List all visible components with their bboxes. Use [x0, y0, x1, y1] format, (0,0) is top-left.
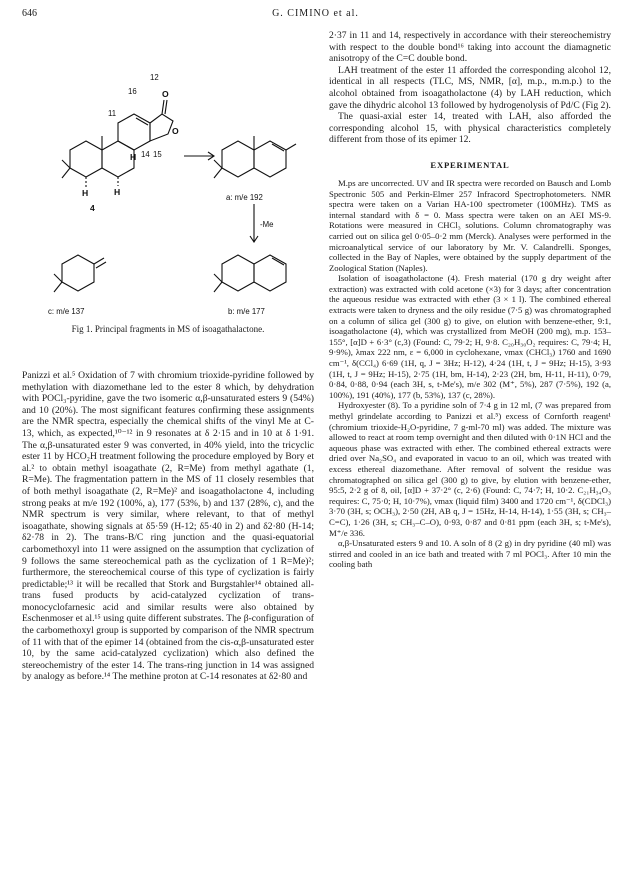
- section-heading: EXPERIMENTAL: [430, 159, 510, 170]
- atom-label-12: 12: [150, 73, 159, 82]
- running-header: [22, 8, 609, 22]
- atom-label-15: 15: [153, 150, 162, 159]
- ring-c-4: [118, 114, 150, 150]
- methyl-loss-label: -Me: [260, 220, 274, 229]
- fragment-b-ring-1: [222, 255, 254, 291]
- figure-1: [22, 28, 314, 318]
- atom-label-14: 14: [141, 150, 150, 159]
- fragment-a-label: a: m/e 192: [226, 193, 263, 202]
- fragment-c-label: c: m/e 137: [48, 307, 85, 316]
- fragment-a-ring-1: [222, 141, 254, 177]
- ring-a-4: [70, 141, 102, 177]
- lactone-ring: [150, 114, 173, 141]
- stereo-h-3: H: [82, 188, 89, 198]
- stereo-h-2: H: [114, 187, 121, 197]
- right-column: [329, 30, 611, 570]
- atom-label-11: 11: [108, 109, 117, 118]
- fragment-b-ring-2: [254, 255, 286, 291]
- running-title: G. CIMINO et al.: [272, 8, 359, 19]
- body-paragraph: LAH treatment of the ester 11 afforded the corresponding alcohol 12, identical in all respects (TLC, MS, NMR, [α], m.p., m.m.p.) to the alcohol obtained from isoagatholactone (4) by LAH reduction, which gave the dihydric alcohol 13 followed by hydrogenolysis of Pd/C (Fig 2).: [329, 64, 611, 111]
- experimental-paragraph: α,β-Unsaturated esters 9 and 10. A soln of 8 (2 g) in dry pyridine (40 ml) was stirred and cooled in an ice bath and treated with 7 ml POCl₃. After 10 min the cooling bath: [329, 538, 611, 570]
- structure-diagram: [22, 28, 314, 318]
- fragment-c-ring: [62, 255, 94, 291]
- left-column: [22, 370, 314, 683]
- stereo-h-1: H: [130, 152, 137, 162]
- experimental-paragraph: Isolation of isoagatholactone (4). Fresh material (170 g dry weight after extraction) was extracted with cold acetone (×3) for 3 days; after concentration the aqueous residue was extracted with ether (3 × 1 l). The combined ethereal extracts were taken to dryness and the oily residue (7·5 g) was chromatographed on a column of silica gel (300 g) to give, on elution with benzene-ether, 9:1, isoagatholactone (4), which was crystallized from MeOH (200 mg), m.p. 153–155°, [α]D + 6·3° (c,3) (Found: C, 79·2; H, 9·8. C₂₀H₃₀O₂ requires: C, 79·4; H, 9·9%), λmax 222 nm, ε = 6,000 in cyclohexane, νmax (CHCl₃) 1760 and 1690 cm⁻¹, δ(CCl₄) 6·69 (1H, q, J = 3Hz; H-12), 4·24 (1H, t, J = 9Hz; H-15), 3·93 (1H, t, J = 9Hz; H-15), 2·75 (1H, bm, H-14), 2·23 (2H, bm, H-11, H-11), 0·79, 0·84, 0·88, 0·94 (each 3H, s, t-Me's), m/e 302 (M⁺, 5%), 287 (7·5%), 192 (a, 100%), 191 (40%), 177 (b, 53%), 137 (c, 28%).: [329, 273, 611, 400]
- fragment-a-ring-2: [254, 141, 286, 177]
- experimental-paragraph: M.ps are uncorrected. UV and IR spectra were recorded on Bausch and Lomb Spectronic 505 and Perkin-Elmer 257 Infracord Spectrophotometers. NMR spectra were taken on a Varian HA-100 spectrometer (100MHz). TMS as internal standard with δ = 0. Mass spectra were taken on an AEI MS-9. Rotations were measured in CHCl₃ solutions. Column chromatography was carried out on silica gel 0·05–0·2 mm (Merck). Analyses were performed in the microanalytical service of our laboratory by Mr. V. Calandrelli. Sponges, collected in the Bay of Naples, were obtained by the supply department of the Zoological Station (Naples).: [329, 177, 611, 273]
- ring-oxygen: O: [172, 126, 179, 136]
- body-paragraph: 2·37 in 11 and 14, respectively in accordance with their stereochemistry with respect to the double bond¹⁶ taking into account the diamagnetic anisotropy of the C=C double bond.: [329, 30, 611, 65]
- carbonyl-oxygen: O: [162, 89, 169, 99]
- experimental-paragraph: Hydroxyester (8). To a pyridine soln of 7·4 g in 12 ml, (7 was prepared from methyl grindelate according to Panizzi et al.⁵) excess of Cornforth reagent¹ (chromium trioxide-H₂O-pyridine, 7 g-ml-70 ml) was added. The mixture was allowed to react at room temp overnight and then diluted with 0·1N HCl and the aqueous phase was extracted with ether. The combined ethereal extracts were dried over Na₂SO₄ and evaporated in vacuo to an oil, which was treated with excess ethereal diazomethane. After removal of solvent the residue was chromatographed on silica gel (300 g) to give, by elution with benzene-ether, 95:5, 2·2 g of 8, oil, [α]D + 37·2° (c, 2·6) (Found: C, 74·7; H, 10·2. C₂₁H₃₄O₃ requires: C, 75·0; H, 10·7%), νmax (liquid film) 3400 and 1720 cm⁻¹, δ(CDCl₃) 3·70 (3H, s; OCH₃), 2·50 (2H, AB q, J = 15Hz, H-14, H-14), 1·55 (3H, s; CH₃–C=C), 1·26 (3H, s; CH₃–C–O), 0·93, 0·87 and 0·81 ppm (each 3H, s; t-Me's), M⁺/e 336.: [329, 400, 611, 538]
- fragment-b-label: b: m/e 177: [228, 307, 265, 316]
- atom-label-16: 16: [128, 87, 137, 96]
- body-paragraph: The quasi-axial ester 14, treated with LAH, also afforded the corresponding alcohol 15, with physical characteristics completely different from those of its epimer 12.: [329, 111, 611, 146]
- page-number: 646: [22, 8, 37, 19]
- body-paragraph: Panizzi et al.⁵ Oxidation of 7 with chromium trioxide-pyridine followed by methylation with diazomethane led to the ester 8 which, by dehydration with POCl₃-pyridine, gave the two isomeric α,β-unsaturated esters 9 (54%) and 10 (20%). The most significant features confirming these assignments are the NMR spectra, especially the chemical shifts of the vinyl Me at C-13, which, as expected,¹⁰⁻¹² in 9 resonates at δ 2·15 and in 10 at δ 1·91. The α,β-unsaturated ester 9 was converted, in 40% yield, into the tricyclic ester 11 by HCO₂H treatment following the procedure employed by Bory et al.² to obtain methyl isoagathate (2, R=Me) from methyl agathate (1, R=Me). The fragmentation pattern in the MS of 11 closely resembles that of both methyl isoagathate (2, R=Me)² and isoagatholactone 4, including strong peaks at m/e 192 (100%, a), 177 (53%, b) and 137 (28%, c), and the NMR spectrum is very similar, where relevant, to that of methyl isoagathate, showing signals at δ5·59 (H-12; δ5·40 in 2) and δ2·80 (H-14; δ2·78 in 2). The trans-B/C ring junction and the quasi-equatorial carbomethoxyl into 11 were assigned on the assumption that cyclization of 9 follows the same stereochemical path as the cyclization of 1 R=Me)²; furthermore, the stereochemical course of this type of cyclization is fairly predictable;¹³ it will be recalled that Stork and Burgstahler¹⁴ obtained all-trans fused products by acid-catalyzed cyclization of trans-monocyclofarnesic acid and similar results were also obtained by Eschenmoser et al.¹⁵ using quite different substrates. The β-configuration of the carbomethoxyl group is supported by comparison of the NMR spectrum of 11 with that of the epimer 14 (obtained from the cis-α,β-unsaturated ester 10, by the same acid-catalyzed cyclization) which also defined the stereochemistry of the ester 14. The trans-ring junction in 14 was assigned by analogy as before.¹⁴ The methine proton at C-14 resonates at δ2·80 and: [22, 370, 314, 683]
- figure-caption: Fig 1. Principal fragments in MS of isoagathalactone.: [71, 324, 265, 334]
- compound-number: 4: [90, 203, 95, 213]
